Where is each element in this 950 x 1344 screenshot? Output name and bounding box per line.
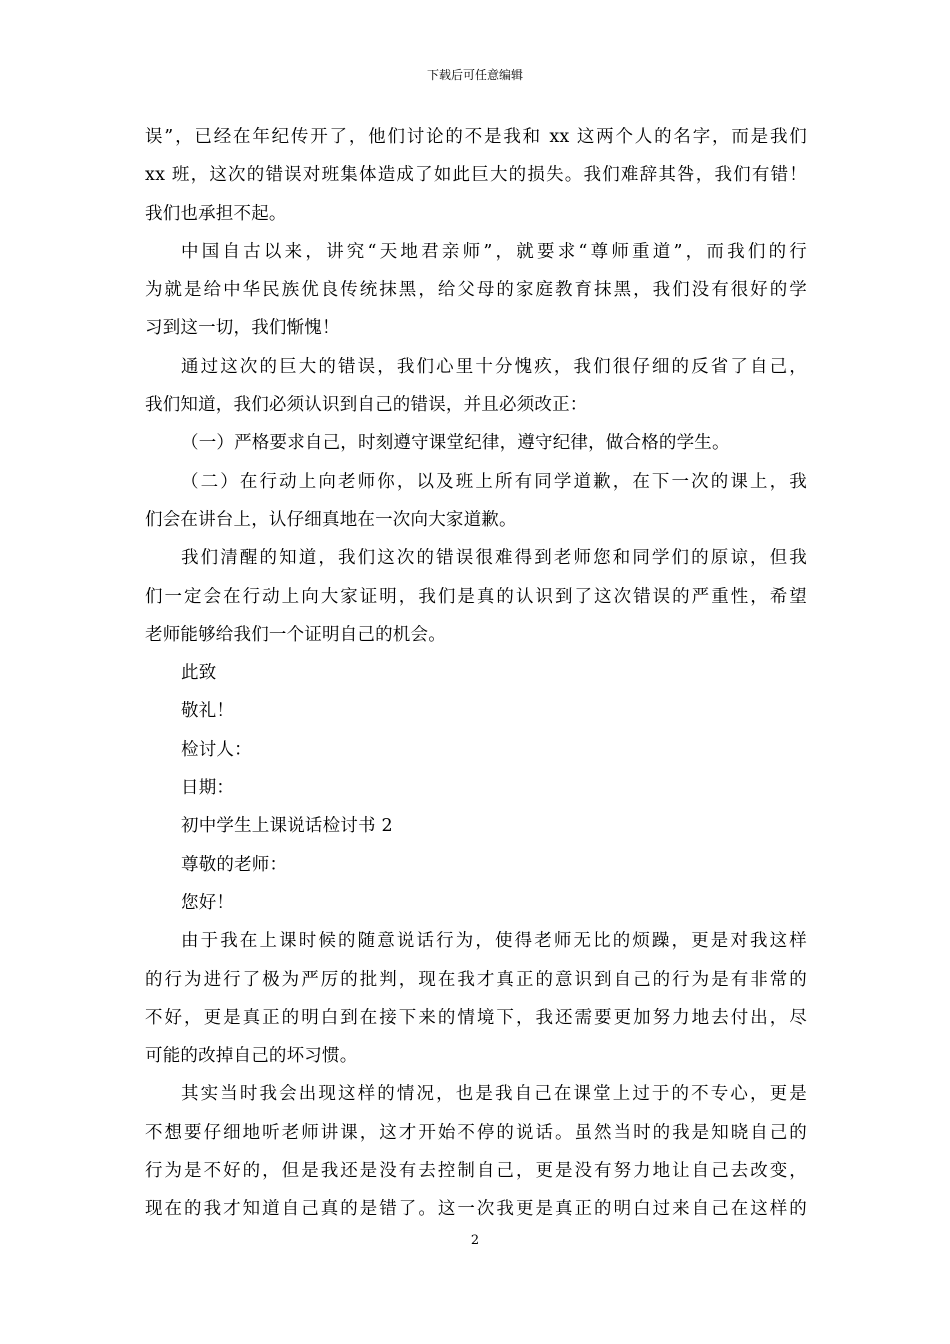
text-line: 中国自古以来，讲究“天地君亲师”，就要求“尊师重道”，而我们的行 <box>181 241 807 262</box>
text-line: 为就是给中华民族优良传统抹黑，给父母的家庭教育抹黑，我们没有很好的学 <box>145 280 807 301</box>
text-line: 通过这次的巨大的错误，我们心里十分愧疚，我们很仔细的反省了自己， <box>181 356 807 377</box>
text-line: 初中学生上课说话检讨书 2 <box>181 816 393 837</box>
text-line: 们会在讲台上，认仔细真地在一次向大家道歉。 <box>145 509 517 530</box>
document-body <box>145 118 807 1229</box>
text-line: 我们清醒的知道，我们这次的错误很难得到老师您和同学们的原谅，但我 <box>181 548 807 569</box>
text-line: 敬礼！ <box>181 701 235 722</box>
text-line: xx 班，这次的错误对班集体造成了如此巨大的损失。我们难辞其咎，我们有错！ <box>145 165 807 186</box>
text-line: 不想要仔细地听老师讲课，这才开始不停的说话。虽然当时的我是知晓自己的 <box>145 1122 807 1143</box>
text-line: （二）在行动上向老师你，以及班上所有同学道歉，在下一次的课上，我 <box>181 471 807 492</box>
page-number: 2 <box>470 1233 480 1248</box>
text-line: 不好，更是真正的明白到在接下来的情境下，我还需要更加努力地去付出，尽 <box>145 1007 807 1028</box>
text-line: 误”，已经在年纪传开了，他们讨论的不是我和 xx 这两个人的名字，而是我们 <box>145 127 807 147</box>
page-header: 下载后可任意编辑 <box>426 68 523 82</box>
text-line: 可能的改掉自己的坏习惯。 <box>145 1046 358 1067</box>
text-line: 习到这一切，我们惭愧！ <box>145 318 340 339</box>
text-line: 老师能够给我们一个证明自己的机会。 <box>145 624 446 645</box>
text-line: 检讨人： <box>181 739 252 760</box>
text-line: 的行为进行了极为严厉的批判，现在我才真正的意识到自己的行为是有非常的 <box>145 969 807 990</box>
text-line: 日期： <box>181 778 235 799</box>
text-line: 尊敬的老师： <box>181 854 288 875</box>
text-line: 我们也承担不起。 <box>145 203 287 224</box>
text-line: 此致 <box>181 663 217 684</box>
text-line: 我们知道，我们必须认识到自己的错误，并且必须改正： <box>145 395 588 416</box>
text-line: 由于我在上课时候的随意说话行为，使得老师无比的烦躁，更是对我这样 <box>181 931 807 952</box>
text-line: 您好！ <box>181 892 235 913</box>
text-line: 行为是不好的，但是我还是没有去控制自己，更是没有努力地让自己去改变， <box>145 1161 807 1182</box>
text-line: 现在的我才知道自己真的是错了。这一次我更是真正的明白过来自己在这样的 <box>145 1199 807 1220</box>
text-line: （一）严格要求自己，时刻遵守课堂纪律，遵守纪律，做合格的学生。 <box>181 433 730 454</box>
text-line: 其实当时我会出现这样的情况，也是我自己在课堂上过于的不专心，更是 <box>181 1084 807 1105</box>
text-line: 们一定会在行动上向大家证明，我们是真的认识到了这次错误的严重性，希望 <box>145 586 807 607</box>
